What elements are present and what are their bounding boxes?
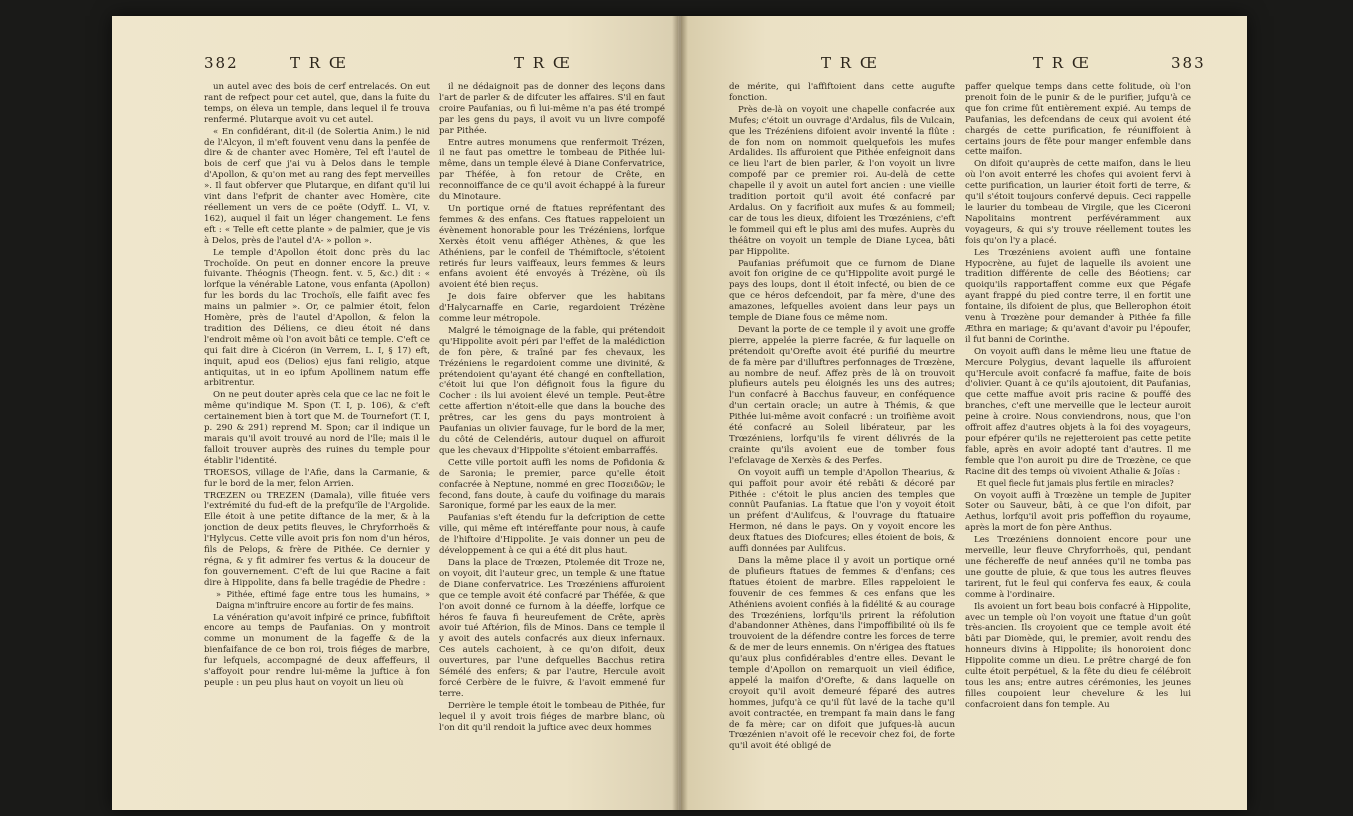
running-head-left-col2: T R Œ — [514, 54, 572, 72]
open-book — [112, 16, 1247, 810]
paragraph: Ils avoient un fort beau bois confacré à Hippolite, avec un temple où l'on voyoit une ftatue d'un goût très-ancien. Ils croyoient que ce temple avoit été bâti par Diomède, qui, le premier, avoit rendu des honneurs divins à Hippolite; ils honoroient donc Hippolite comme un dieu. Le prêtre chargé de fon culte étoit perpétuel, & la fête du dieu fe célébroit tous les ans; entre autres cérémonies, les jeunes filles coupoient leur chevelure & les lui confacroient dans fon temple. Au — [965, 601, 1191, 710]
paragraph: On difoit qu'auprès de cette maifon, dans le lieu où l'on avoit enterré les chofes qui avoient fervi à cette purification, un laurier étoit forti de terre, & qu'il s'étoit toujours confervé depuis. Ceci rappelle le laurier du tombeau de Virgile, que les Ciceroni Napolitains montrent perfévéramment aux voyageurs, & qui s'y trouve réellement toutes les fois qu'on l'y a placé. — [965, 159, 1191, 246]
paragraph: Paufanias s'eft étendu fur la defcription de cette ville, qui même eft intéreffante pour nous, à caufe de l'hiftoire d'Hippolite. Je vais donner un peu de développement à ce qui a été dit plus haut. — [439, 513, 665, 557]
paragraph: On voyoit auffi à Trœzène un temple de Jupiter Soter ou Sauveur, bâti, à ce que l'on difoit, par Aethus, lorfqu'il avoit pris poffeffion du royaume, après la mort de fon père Anthus. — [965, 490, 1191, 534]
running-head-right: T R Œ — [821, 54, 879, 72]
left-page — [112, 16, 678, 810]
left-column-2 — [439, 82, 665, 802]
paragraph: Derrière le temple étoit le tombeau de Pithée, fur lequel il y avoit trois fiéges de marbre blanc, où l'on dit qu'il rendoit la juftice avec deux hommes — [439, 700, 665, 733]
paragraph: Dans la même place il y avoit un portique orné de plufieurs ftatues de femmes & d'enfans; ces ftatues étoient de marbre. Elles rappeloient le fouvenir de ces femmes & ces enfans que les Athéniens avoient confiés à la fidélité & au courage des Trœzéniens, lorfqu'ils prirent la réfolution d'abandonner Athènes, dans l'impoffibilité où ils fe trouvoient de la défendre contre les forces de terre & de mer de leurs ennemis. On n'érigea des ftatues qu'aux plus confidérables d'entre elles. Devant le temple d'Apollon on remarquoit un vieil édifice, appelé la maifon d'Orefte, & dans laquelle on croyoit qu'il avoit demeuré féparé des autres hommes, jufqu'à ce qu'il fût lavé de la tache qu'il avoit contractée, en trempant fa main dans le fang de fa mère; car on difoit que jufques-là aucun Trœzénien n'avoit ofé le recevoir chez foi, de forte qu'il avoit été obligé de — [729, 555, 955, 752]
paragraph: On voyoit auffi un temple d'Apollon Thearius, & qui paffoit pour avoir été rebâti & décoré par Pithée : c'étoit le plus ancien des temples que connût Paufanias. La ftatue que l'on y voyoit étoit un préfent d'Aulifcus, & l'ouvrage du ftatuaire Hermon, né dans le pays. On y voyoit encore les deux ftatues des Diofcures; elles étoient de bois, & auffi données par Aulifcus. — [729, 467, 955, 555]
verse-quote: » Pithée, eftimé fage entre tous les humains, » Daigna m'inftruire encore au fortir de fes mains. — [216, 589, 430, 610]
page-number-right: 383 — [1171, 54, 1206, 72]
paragraph: Entre autres monumens que renfermoit Trézen, il ne faut pas omettre le tombeau de Pithée lui-même, dans un temple élevé à Diane Confervatrice, par Théfée, à fon retour de Crête, en reconnoiffance de ce qu'il avoit échappé à la fureur du Minotaure. — [439, 137, 665, 203]
paragraph: paffer quelque temps dans cette folitude, où l'on prenoit foin de le punir & de le purifier, jufqu'à ce que fon crime fût entièrement expié. Au temps de Paufanias, les defcendans de ceux qui avoient été chargés de cette purification, fe réuniffoient à certains jours de fête pour manger enfemble dans cette maifon. — [965, 82, 1191, 158]
paragraph: On voyoit auffi dans le même lieu une ftatue de Mercure Polygius, devant laquelle ils affuroient qu'Hercule avoit confacré fa maffue, faite de bois d'olivier. Quant à ce qu'ils ajoutoient, dit Paufanias, que cette maffue avoit pris racine & pouffé des branches, c'eft une merveille que le lecteur auroit peine à croire. Nous conviendrons, nous, que l'on offroit affez d'autres objets à la foi des voyageurs, pour efpérer qu'ils ne rejetteroient pas cette petite fable, après en avoir adopté tant d'autres. Il me femble que l'on auroit pu dire de Trœzène, ce que Racine dit des temps où vivoient Athalie & Joïas : — [965, 346, 1191, 477]
paragraph: Les Trœzéniens avoient auffi une fontaine Hypocrène, au fujet de laquelle ils avoient une tradition différente de celle des Béotiens; car quoiqu'ils rapportaffent comme eux que Pégafe ayant frappé du pied contre terre, il en fortit une fontaine, ils difoient de plus, que Bellerophon étoit venu à Trœzène pour demander à Pithée fa fille Æthra en mariage; & qu'avant d'avoir pu l'époufer, il fut banni de Corinthe. — [965, 247, 1191, 345]
paragraph: Le temple d'Apollon étoit donc près du lac Trochoïde. On peut en donner encore la preuve fuivante. Théognis (Theogn. fent. v. 5, &c.) dit : « lorfque la vénérable Latone, vous enfanta (Apollon) fur les bords du lac Trochoïs, elle faifit avec fes mains un palmier ». Or, ce palmier étoit, felon Homère, près de l'autel d'Apollon, & felon la tradition des Déliens, ce dieu étoit né dans l'endroit même où l'on avoit bâti ce temple. C'eft ce qui fait dire à Cicéron (in Verrem, L. I, § 17) eft, inquit, apud eos (Delios) ejus fani religio, atque antiquitas, ut in eo ipfum Apollinem natum effe arbitrentur. — [204, 247, 430, 389]
paragraph: Cette ville portoit auffi les noms de Pofidonia & de Saronia; le premier, parce qu'elle étoit confacrée à Neptune, nommé en grec Ποσειδῶν; le fecond, fans doute, à caufe du voifinage du marais Saronique, formé par les eaux de la mer. — [439, 457, 665, 512]
paragraph: Près de-là on voyoit une chapelle confacrée aux Mufes; c'étoit un ouvrage d'Ardalus, fils de Vulcain, que les Trézéniens difoient avoir inventé la flûte : de fon nom on nommoit quelquefois les mufes Ardalides. Ils affuroient que Pithée enfeignoit dans ce lieu l'art de bien parler, & l'on voyoit un livre compofé par ce premier roi. Au-delà de cette chapelle il y avoit un autel fort ancien : une vieille tradition portoit qu'il avoit été confacré par Ardalus. On y facrifioit aux mufes & au fommeil; car de tous les dieux, difoient les Trœzéniens, c'eft le fommeil qui eft le plus ami des mufes. Auprès du théâtre on voyoit un temple de Diane Lycea, bâti par Hippolite. — [729, 104, 955, 257]
paragraph: de mérite, qui l'affiftoient dans cette augufte fonction. — [729, 82, 955, 103]
book-gutter — [672, 16, 688, 810]
paragraph: Paufanias préfumoit que ce furnom de Diane avoit fon origine de ce qu'Hippolite avoit purgé le pays des loups, dont il étoit infecté, ou bien de ce que ce héros defcendoit, par fa mère, d'une des amazones, lefquelles avoient dans leur pays un temple de Diane fous ce même nom. — [729, 258, 955, 324]
paragraph: Dans la place de Trœzen, Ptolemée dit Troze ne, on voyoit, dit l'auteur grec, un temple & une ftatue de Diane confervatrice. Les Trœzéniens affuroient que ce temple avoit été confacré par Théfée, & que l'on avoit donné ce furnom à la déeffe, lorfque ce héros fe fauva fi heureufement de Crête, après avoir tué Aftérion, fils de Minos. Dans ce temple il y avoit des autels confacrés aux dieux infernaux. Ces autels cachoient, à ce qu'on difoit, deux ouvertures, par l'une defquelles Bacchus retira Sémélé des enfers; & par l'autre, Hercule avoit forcé Cerbère de le fuivre, & l'avoit emmené fur terre. — [439, 557, 665, 699]
paragraph: La vénération qu'avoit infpiré ce prince, fubfiftoit encore au temps de Paufanias. On y montroit comme un monument de la fageffe & de la bienfaifance de ce bon roi, trois fiéges de marbre, fur lefquels, accompagné de deux affeffeurs, il s'affoyoit pour rendre lui-même la juftice à fon peuple : un peu plus haut on voyoit un lieu où — [204, 612, 430, 688]
entry-troesos: TROESOS, village de l'Afie, dans la Carmanie, & fur le bord de la mer, felon Arrien. — [204, 467, 430, 489]
verse-quote: Et quel fiecle fut jamais plus fertile en miracles? — [977, 478, 1174, 488]
paragraph: Les Trœzéniens donnoient encore pour une merveille, leur fleuve Chryforrhoës, qui, pendant une féchereffe de neuf années qu'il ne tomba pas une goutte de pluie, & que tous les autres fleuves tarirent, fut le feul qui conferva fes eaux, & coula comme à l'ordinaire. — [965, 535, 1191, 600]
running-head-right-col2: T R Œ — [1033, 54, 1091, 72]
paragraph: il ne dédaignoit pas de donner des leçons dans l'art de parler & de difcuter les affaires. S'il en faut croire Paufanias, ou fi lui-même n'a pas été trompé par les gens du pays, il avoit vu un livre compofé par Pithée. — [439, 82, 665, 136]
paragraph: Malgré le témoignage de la fable, qui prétendoit qu'Hippolite avoit péri par l'effet de la malédiction de fon père, & traîné par fes chevaux, les Trézéniens le regardoient comme une divinité, & prétendoient qu'ayant été changé en conftellation, c'étoit lui que l'on défignoit fous la figure du Cocher : ils lui avoient élevé un temple. Peut-être cette affertion n'étoit-elle que dans la bouche des prêtres, car les gens du pays montroient à Paufanias un olivier fauvage, fur le bord de la mer, du côté de Celendéris, autour duquel on affuroit que les chevaux d'Hippolite s'étoient embarraffés. — [439, 325, 665, 456]
right-column-1 — [729, 82, 955, 802]
paragraph: « En confidérant, dit-il (de Solertia Anim.) le nid de l'Alcyon, il m'eft fouvent venu dans la penfée de dire & de chanter avec Homère, Tel eft l'autel de bois de cerf que j'ai vu à Delos dans le temple d'Apollon, & qu'on met au rang des fept merveilles ». Il faut obferver que Plutarque, en difant qu'il lui vint dans l'efprit de chanter avec Homère, cite réellement un vers de ce poëte (Odyff. L. VI, v. 162), auquel il fait un léger changement. Le fens eft : « Telle eft cette plante » de palmier, que je vis à Delos, près de l'autel d'A- » pollon ». — [204, 126, 430, 246]
left-column-1 — [204, 82, 430, 802]
running-head-left: T R Œ — [290, 54, 348, 72]
paragraph: Un portique orné de ftatues repréfentant des femmes & des enfans. Ces ftatues rappeloient un évènement honorable pour les Trézéniens, lorfque Xerxès étoit venu affiéger Athènes, & que les Athéniens, par le confeil de Thémiftocle, s'étoient retirés fur leurs vaiffeaux, leurs femmes & leurs enfans avoient été envoyés à Trézène, où ils avoient été bien reçus. — [439, 203, 665, 291]
paragraph: Devant la porte de ce temple il y avoit une groffe pierre, appelée la pierre facrée, & fur laquelle on prétendoit qu'Orefte avoit été purifié du meurtre de fa mère par d'illuftres perfonnages de Trœzène, au nombre de neuf. Affez près de là on trouvoit plufieurs autels peu éloignés les uns des autres; l'un confacré à Bacchus fauveur, en conféquence d'un certain oracle; un autre à Thémis, & que Pithée lui-même avoit confacré : un troifième avoit été confacré au Soleil libérateur, par les Trœzéniens, lorfqu'ils fe virent délivrés de la crainte qu'ils avoient eue de tomber fous l'efclavage de Xerxès & des Perfes. — [729, 324, 955, 466]
entry-troezen: TRŒZEN ou TREZEN (Damala), ville fituée vers l'extrémité du fud-eft de la prefqu'île de l'Argolide. Elle étoit à une petite diftance de la mer, & à la jonction de deux petits fleuves, le Chryforrhoës & l'Hylycus. Cette ville avoit pris fon nom d'un héros, fils de Pelops, & frère de Pithée. Ce dernier y régna, & y fit admirer fes vertus & la douceur de fon gouvernement. C'eft de lui que Racine a fait dire à Hippolite, dans fa belle tragédie de Phedre : — [204, 490, 430, 588]
paragraph: Je dois faire obferver que les habitans d'Halycarnaffe en Carie, regardoient Trézène comme leur métropole. — [439, 292, 665, 325]
right-page — [681, 16, 1247, 810]
paragraph: On ne peut douter après cela que ce lac ne foit le même qu'indique M. Spon (T. I, p. 106), & c'eft certainement bien à tort que M. de Tournefort (T. I, p. 290 & 291) reprend M. Spon; car il indique un marais qu'il avoit trouvé au nord de l'île; mais il le falloit trouver auprès des ruines du temple pour établir l'identité. — [204, 390, 430, 466]
right-column-2 — [965, 82, 1191, 802]
page-number-left: 382 — [204, 54, 239, 72]
paragraph: un autel avec des bois de cerf entrelacés. On eut rant de refpect pour cet autel, que, dans la fuite du temps, on éleva un temple, dans lequel il fe trouva renfermé. Plutarque avoit vu cet autel. — [204, 82, 430, 125]
